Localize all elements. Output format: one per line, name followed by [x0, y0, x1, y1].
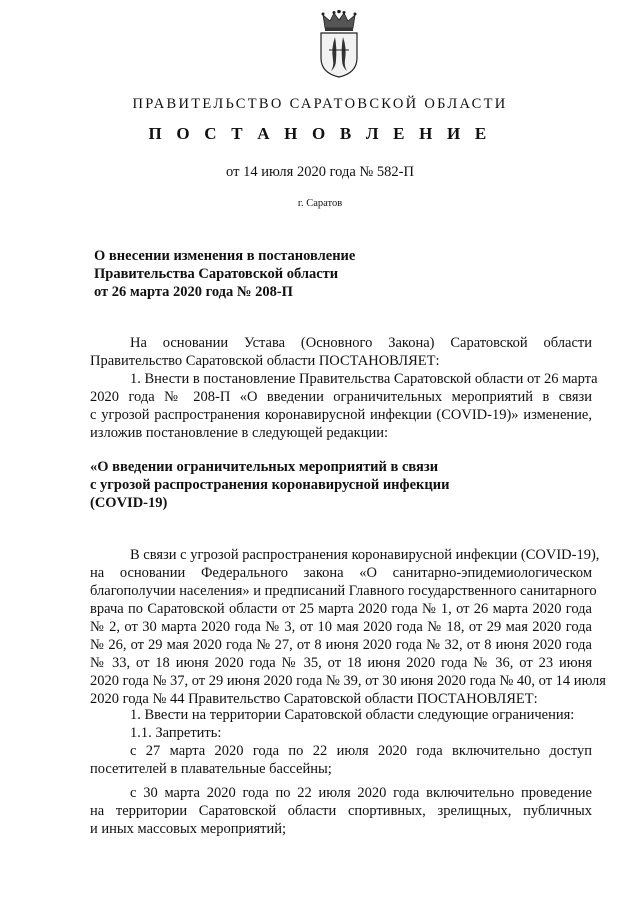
clause-1: 1. Ввести на территории Саратовской области следующие ограничения:	[130, 707, 575, 723]
clause-1-1: 1.1. Запретить:	[130, 725, 222, 741]
text-line: 1. Внести в постановление Правительства Саратовской области от 26 марта	[130, 371, 598, 387]
text-line: № 33, от 18 июня 2020 года № 35, от 18 июня 2020 года № 36, от 23 июня	[90, 655, 592, 671]
title-line: с угрозой распространения коронавирусной инфекции	[90, 477, 450, 493]
title-line: (COVID-19)	[90, 495, 168, 511]
title-line: Правительства Саратовской области	[94, 266, 339, 282]
title-line: от 26 марта 2020 года № 208-П	[94, 284, 293, 300]
text-line: и иных массовых мероприятий;	[90, 821, 287, 837]
text-line: 2020 года № 37, от 29 июня 2020 года № 39, от 30 июня 2020 года № 40, от 14 июля	[90, 673, 606, 689]
title-line: О внесении изменения в постановление	[94, 248, 356, 264]
title-line: «О введении ограничительных мероприятий в связи	[90, 459, 439, 475]
text-line: Правительство Саратовской области ПОСТАНОВЛЯЕТ:	[90, 353, 440, 369]
text-line: врача по Саратовской области от 25 марта 2020 года № 1, от 26 марта 2020 года	[90, 601, 592, 617]
text-line: На основании Устава (Основного Закона) Саратовской области	[130, 335, 592, 351]
document-type: П О С Т А Н О В Л Е Н И Е	[148, 124, 492, 143]
text-line: 2020 года № 44 Правительство Саратовской области ПОСТАНОВЛЯЕТ:	[90, 691, 538, 707]
text-line: на основании Федерального закона «О санитарно-эпидемиологическом	[90, 565, 592, 581]
text-line: В связи с угрозой распространения коронавирусной инфекции (COVID-19),	[130, 547, 600, 563]
text-line: на территории Саратовской области спортивных, зрелищных, публичных	[90, 803, 592, 819]
city: г. Саратов	[297, 198, 343, 209]
text-line: с угрозой распространения коронавирусной инфекции (COVID-19)» изменение,	[90, 407, 592, 423]
text-line: изложив постановление в следующей редакции:	[90, 425, 389, 441]
text-line: № 26, от 29 мая 2020 года № 27, от 8 июня 2020 года № 32, от 8 июня 2020 года	[90, 637, 592, 653]
text-line: 2020 года № 208-П «О введении ограничительных мероприятий в связи	[90, 389, 592, 405]
text-line: благополучии населения» и предписаний Главного государственного санитарного	[90, 583, 597, 599]
date-number: от 14 июля 2020 года № 582-П	[226, 164, 414, 180]
text-line: с 27 марта 2020 года по 22 июля 2020 года включительно доступ	[130, 743, 592, 759]
text-line: посетителей в плавательные бассейны;	[90, 761, 332, 777]
government-name: ПРАВИТЕЛЬСТВО САРАТОВСКОЙ ОБЛАСТИ	[132, 96, 508, 112]
text-line: № 2, от 30 марта 2020 года № 3, от 10 мая 2020 года № 18, от 29 мая 2020 года	[90, 619, 592, 635]
saratov-coat-of-arms-icon	[316, 10, 362, 78]
text-line: с 30 марта 2020 года по 22 июля 2020 года включительно проведение	[130, 785, 592, 801]
